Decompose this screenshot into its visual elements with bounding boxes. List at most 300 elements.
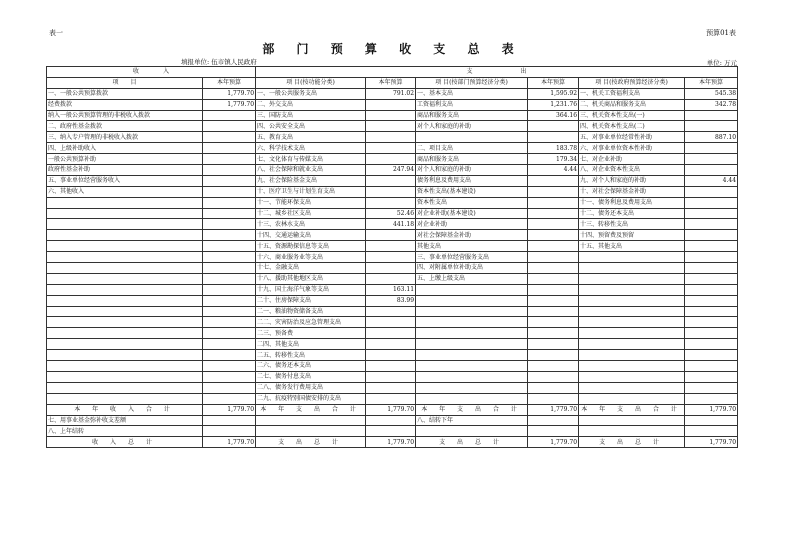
income-item-cell	[47, 273, 203, 284]
dept-budget-cell	[528, 328, 579, 339]
income-budget-cell	[203, 143, 256, 154]
gov-budget-cell	[685, 328, 738, 339]
expense-section-header: 支 出	[256, 67, 738, 78]
balance-row	[47, 415, 738, 426]
table-row	[47, 339, 738, 350]
dept-item-cell: 对个人和家庭的补助	[416, 165, 528, 176]
income-budget-cell	[203, 208, 256, 219]
income-budget-cell	[203, 175, 256, 186]
gov-item-cell	[579, 252, 685, 263]
func-item-cell: 十七、金融支出	[256, 263, 366, 274]
income-budget-cell	[203, 121, 256, 132]
gov-budget-cell	[685, 361, 738, 372]
func-budget-cell	[366, 306, 416, 317]
income-item-cell	[47, 241, 203, 252]
dept-budget-cell	[528, 197, 579, 208]
func-item-cell: 二一、粮油物资储备支出	[256, 306, 366, 317]
income-item-cell	[47, 208, 203, 219]
gov-item-cell: 六、对事业单位资本性补助	[579, 143, 685, 154]
income-budget-cell	[203, 284, 256, 295]
table-row	[47, 208, 738, 219]
gov-budget-cell	[685, 143, 738, 154]
gov-budget-cell	[685, 252, 738, 263]
income-budget-cell	[203, 186, 256, 197]
income-item-cell: 七、用事业基金弥补收支差额	[47, 415, 203, 426]
gov-item-cell	[579, 382, 685, 393]
func-budget-cell: 791.02	[366, 88, 416, 99]
gov-item-cell	[579, 284, 685, 295]
income-item-cell	[47, 350, 203, 361]
gov-item-cell: 五、对事业单位经常性补助	[579, 132, 685, 143]
dept-item-cell	[416, 393, 528, 404]
func-item-cell: 二九、抗疫特别国债安排的支出	[256, 393, 366, 404]
func-item-cell	[256, 415, 366, 426]
income-budget-cell	[203, 295, 256, 306]
table-row	[47, 361, 738, 372]
page-title: 部 门 预 算 收 支 总 表	[262, 42, 523, 56]
func-budget-cell	[366, 132, 416, 143]
dept-item-cell: 商品和服务支出	[416, 110, 528, 121]
gov-item-cell: 十一、债务利息及费用支出	[579, 197, 685, 208]
gov-budget-cell: 342.78	[685, 99, 738, 110]
income-budget-cell	[203, 219, 256, 230]
gov-item-cell: 十五、其他支出	[579, 241, 685, 252]
gov-budget-cell	[685, 306, 738, 317]
func-budget-cell	[366, 328, 416, 339]
func-budget-cell: 163.11	[366, 284, 416, 295]
income-budget-cell	[203, 273, 256, 284]
income-budget-cell	[203, 263, 256, 274]
income-budget-cell	[203, 426, 256, 437]
dept-budget-cell	[528, 219, 579, 230]
income-item-cell: 一、一般公共预算拨款	[47, 88, 203, 99]
dept-budget-cell	[528, 317, 579, 328]
dept-budget-cell	[528, 273, 579, 284]
table-row	[47, 175, 738, 186]
gov-item-cell	[579, 317, 685, 328]
func-budget-cell: 83.99	[366, 295, 416, 306]
func-item-cell: 八、社会保障和就业支出	[256, 165, 366, 176]
dept-item-cell: 资本性支出	[416, 197, 528, 208]
totals-all-row	[47, 437, 738, 448]
func-budget-cell	[366, 197, 416, 208]
dept-budget-cell	[528, 252, 579, 263]
table-row	[47, 219, 738, 230]
func-item-cell: 九、社会保险基金支出	[256, 175, 366, 186]
table-row	[47, 99, 738, 110]
func-budget-cell	[366, 252, 416, 263]
gov-item-cell: 七、对企业补助	[579, 154, 685, 165]
income-item-cell: 经费拨款	[47, 99, 203, 110]
income-item-cell	[47, 284, 203, 295]
dept-budget-cell	[528, 241, 579, 252]
dept-item-cell: 对企业补助	[416, 219, 528, 230]
dept-item-cell: 三、事业单位经营服务支出	[416, 252, 528, 263]
income-item-cell	[47, 230, 203, 241]
gov-budget-cell	[685, 426, 738, 437]
dept-budget-cell	[528, 339, 579, 350]
func-item-cell: 五、教育支出	[256, 132, 366, 143]
dept-item-cell: 二、项目支出	[416, 143, 528, 154]
func-item-cell: 十九、国土海洋气象等支出	[256, 284, 366, 295]
func-item-cell: 十、医疗卫生与计划生育支出	[256, 186, 366, 197]
gov-item-cell: 十、对社会保障基金补助	[579, 186, 685, 197]
col-header-budget: 本年预算	[685, 77, 738, 88]
dept-budget-cell	[528, 230, 579, 241]
table-row	[47, 295, 738, 306]
income-item-cell	[47, 295, 203, 306]
func-item-cell: 二四、其他支出	[256, 339, 366, 350]
dept-budget-cell	[528, 426, 579, 437]
table-row	[47, 186, 738, 197]
income-budget-cell	[203, 230, 256, 241]
dept-item-cell	[416, 295, 528, 306]
table-row	[47, 306, 738, 317]
col-header-budget: 本年预算	[203, 77, 256, 88]
func-budget-cell	[366, 263, 416, 274]
table-row	[47, 263, 738, 274]
dept-item-cell	[416, 132, 528, 143]
dept-item-cell: 对个人和家庭的补助	[416, 121, 528, 132]
income-item-cell	[47, 361, 203, 372]
gov-budget-cell	[685, 110, 738, 121]
dept-item-cell: 债务利息及费用支出	[416, 175, 528, 186]
func-budget-cell: 441.18	[366, 219, 416, 230]
income-item-cell	[47, 382, 203, 393]
gov-budget-cell	[685, 273, 738, 284]
gov-budget-cell: 1,779.70	[685, 437, 738, 448]
gov-item-cell: 十四、预留费及预留	[579, 230, 685, 241]
income-item-cell	[47, 252, 203, 263]
func-budget-cell	[366, 110, 416, 121]
gov-item-cell: 九、对个人和家庭的补助	[579, 175, 685, 186]
dept-budget-cell	[528, 350, 579, 361]
gov-budget-cell: 887.10	[685, 132, 738, 143]
gov-item-cell: 本 年 支 出 合 计	[579, 404, 685, 415]
income-item-cell: 六、其他收入	[47, 186, 203, 197]
func-item-cell: 二二、灾害防治及应急管理支出	[256, 317, 366, 328]
income-item-cell	[47, 306, 203, 317]
gov-budget-cell	[685, 339, 738, 350]
gov-item-cell	[579, 306, 685, 317]
func-item-cell: 十三、农林水支出	[256, 219, 366, 230]
income-budget-cell	[203, 328, 256, 339]
table-row	[47, 88, 738, 99]
dept-budget-cell	[528, 306, 579, 317]
func-item-cell: 支 出 总 计	[256, 437, 366, 448]
filler-unit: 填报单位: 伍市镇人民政府	[181, 58, 257, 66]
gov-budget-cell: 4.44	[685, 175, 738, 186]
income-budget-cell	[203, 165, 256, 176]
gov-budget-cell	[685, 371, 738, 382]
dept-item-cell	[416, 339, 528, 350]
income-item-cell: 二、政府性基金拨款	[47, 121, 203, 132]
dept-item-cell	[416, 328, 528, 339]
func-budget-cell	[366, 426, 416, 437]
func-budget-cell	[366, 99, 416, 110]
func-item-cell: 二、外交支出	[256, 99, 366, 110]
income-item-cell: 收 入 总 计	[47, 437, 203, 448]
dept-budget-cell	[528, 175, 579, 186]
dept-item-cell: 五、上缴上级支出	[416, 273, 528, 284]
income-budget-cell	[203, 252, 256, 263]
dept-item-cell	[416, 382, 528, 393]
func-budget-cell	[366, 241, 416, 252]
gov-budget-cell	[685, 263, 738, 274]
dept-item-cell: 本 年 支 出 合 计	[416, 404, 528, 415]
income-budget-cell	[203, 371, 256, 382]
func-budget-cell	[366, 121, 416, 132]
gov-item-cell	[579, 393, 685, 404]
gov-budget-cell	[685, 219, 738, 230]
gov-budget-cell	[685, 284, 738, 295]
dept-budget-cell: 183.78	[528, 143, 579, 154]
income-budget-cell	[203, 197, 256, 208]
table-row	[47, 382, 738, 393]
func-budget-cell	[366, 371, 416, 382]
income-item-cell	[47, 371, 203, 382]
gov-item-cell: 十二、债务还本支出	[579, 208, 685, 219]
table-row	[47, 165, 738, 176]
income-item-cell	[47, 393, 203, 404]
totals-year-row	[47, 404, 738, 415]
income-budget-cell: 1,779.70	[203, 99, 256, 110]
income-budget-cell: 1,779.70	[203, 88, 256, 99]
func-item-cell: 十一、节能环保支出	[256, 197, 366, 208]
table-row	[47, 143, 738, 154]
income-item-cell: 八、上年结转	[47, 426, 203, 437]
func-budget-cell: 1,779.70	[366, 437, 416, 448]
gov-budget-cell	[685, 230, 738, 241]
func-budget-cell	[366, 382, 416, 393]
income-item-cell: 五、事业单位经营服务收入	[47, 175, 203, 186]
gov-budget-cell	[685, 350, 738, 361]
func-item-cell: 三、国防支出	[256, 110, 366, 121]
gov-budget-cell	[685, 317, 738, 328]
table-row	[47, 252, 738, 263]
dept-item-cell	[416, 361, 528, 372]
income-budget-cell	[203, 241, 256, 252]
last-year-row	[47, 426, 738, 437]
gov-budget-cell: 545.38	[685, 88, 738, 99]
gov-item-cell: 八、对企业资本性支出	[579, 165, 685, 176]
func-budget-cell	[366, 317, 416, 328]
func-item-cell: 一、一般公共服务支出	[256, 88, 366, 99]
func-item-cell: 十四、交通运输支出	[256, 230, 366, 241]
dept-budget-cell: 1,779.70	[528, 404, 579, 415]
func-budget-cell	[366, 230, 416, 241]
income-budget-cell	[203, 306, 256, 317]
func-item-cell: 十八、援助其他地区支出	[256, 273, 366, 284]
func-budget-cell	[366, 350, 416, 361]
gov-item-cell	[579, 350, 685, 361]
table-row	[47, 284, 738, 295]
income-budget-cell: 1,779.70	[203, 404, 256, 415]
dept-item-cell	[416, 317, 528, 328]
dept-budget-cell	[528, 208, 579, 219]
func-item-cell: 十二、城乡社区支出	[256, 208, 366, 219]
gov-item-cell: 三、机关资本性支出(一)	[579, 110, 685, 121]
func-item-cell: 二五、转移性支出	[256, 350, 366, 361]
income-budget-cell	[203, 393, 256, 404]
gov-item-cell	[579, 339, 685, 350]
section-header-row	[47, 67, 738, 78]
income-item-cell: 政府性基金补助	[47, 165, 203, 176]
table-number-right: 预算01表	[706, 29, 736, 37]
gov-budget-cell	[685, 295, 738, 306]
dept-item-cell: 四、对附属单位补助支出	[416, 263, 528, 274]
dept-item-cell	[416, 284, 528, 295]
table-row	[47, 154, 738, 165]
income-item-cell: 三、纳入专户管理的非税收入拨款	[47, 132, 203, 143]
col-header-budget: 本年预算	[366, 77, 416, 88]
dept-item-cell	[416, 371, 528, 382]
func-item-cell: 四、公共安全支出	[256, 121, 366, 132]
func-budget-cell	[366, 175, 416, 186]
income-budget-cell: 1,779.70	[203, 437, 256, 448]
gov-budget-cell	[685, 241, 738, 252]
budget-summary-table	[46, 66, 738, 448]
dept-budget-cell	[528, 295, 579, 306]
money-unit: 单位: 万元	[706, 59, 737, 67]
table-row	[47, 317, 738, 328]
dept-budget-cell	[528, 284, 579, 295]
gov-item-cell	[579, 295, 685, 306]
dept-budget-cell: 364.16	[528, 110, 579, 121]
gov-item-cell: 一、机关工资福利支出	[579, 88, 685, 99]
income-item-cell: 四、上级补助收入	[47, 143, 203, 154]
table-row	[47, 273, 738, 284]
dept-item-cell: 支 出 总 计	[416, 437, 528, 448]
gov-budget-cell	[685, 415, 738, 426]
dept-budget-cell	[528, 371, 579, 382]
table-row	[47, 110, 738, 121]
gov-budget-cell	[685, 186, 738, 197]
col-header-gov: 项 目(按政府预算经济分类)	[579, 77, 685, 88]
income-item-cell	[47, 317, 203, 328]
table-row	[47, 393, 738, 404]
func-budget-cell	[366, 186, 416, 197]
func-budget-cell: 52.46	[366, 208, 416, 219]
income-item-cell: 纳入一般公共预算管理的非税收入拨款	[47, 110, 203, 121]
income-item-cell	[47, 263, 203, 274]
gov-item-cell	[579, 426, 685, 437]
dept-budget-cell	[528, 121, 579, 132]
table-row	[47, 197, 738, 208]
func-budget-cell	[366, 273, 416, 284]
table-row	[47, 350, 738, 361]
gov-item-cell: 四、机关资本性支出(二)	[579, 121, 685, 132]
func-item-cell: 二七、债务付息支出	[256, 371, 366, 382]
gov-item-cell: 十三、转移性支出	[579, 219, 685, 230]
func-budget-cell: 1,779.70	[366, 404, 416, 415]
dept-item-cell	[416, 426, 528, 437]
gov-item-cell	[579, 371, 685, 382]
income-section-header: 收 入	[47, 67, 256, 78]
func-item-cell: 十六、商业服务业等支出	[256, 252, 366, 263]
dept-budget-cell: 1,779.70	[528, 437, 579, 448]
gov-budget-cell	[685, 393, 738, 404]
dept-item-cell	[416, 350, 528, 361]
dept-item-cell: 一、基本支出	[416, 88, 528, 99]
dept-budget-cell	[528, 361, 579, 372]
dept-budget-cell	[528, 186, 579, 197]
income-item-cell	[47, 197, 203, 208]
func-item-cell: 本 年 支 出 合 计	[256, 404, 366, 415]
dept-budget-cell: 1,231.76	[528, 99, 579, 110]
func-item-cell: 十五、资源勘探信息等支出	[256, 241, 366, 252]
table-row	[47, 371, 738, 382]
gov-item-cell	[579, 263, 685, 274]
gov-item-cell	[579, 415, 685, 426]
dept-budget-cell	[528, 415, 579, 426]
col-header-dept: 项 目(按部门预算经济分类)	[416, 77, 528, 88]
income-item-cell: 本 年 收 入 合 计	[47, 404, 203, 415]
income-item-cell	[47, 328, 203, 339]
gov-budget-cell	[685, 154, 738, 165]
gov-budget-cell	[685, 165, 738, 176]
dept-budget-cell: 1,595.92	[528, 88, 579, 99]
func-item-cell	[256, 426, 366, 437]
table-number-left: 表一	[49, 29, 63, 37]
table-row	[47, 132, 738, 143]
col-header-item: 项 目	[47, 77, 203, 88]
func-item-cell: 二十、住房保障支出	[256, 295, 366, 306]
func-item-cell: 二三、预备费	[256, 328, 366, 339]
dept-budget-cell	[528, 263, 579, 274]
func-budget-cell	[366, 393, 416, 404]
income-budget-cell	[203, 154, 256, 165]
func-budget-cell	[366, 361, 416, 372]
income-budget-cell	[203, 339, 256, 350]
func-budget-cell	[366, 339, 416, 350]
income-budget-cell	[203, 361, 256, 372]
dept-budget-cell: 4.44	[528, 165, 579, 176]
gov-budget-cell	[685, 382, 738, 393]
income-item-cell	[47, 219, 203, 230]
dept-item-cell: 工资福利支出	[416, 99, 528, 110]
table-row	[47, 241, 738, 252]
func-item-cell: 二六、债务还本支出	[256, 361, 366, 372]
col-header-func: 项 目(按功能分类)	[256, 77, 366, 88]
income-budget-cell	[203, 382, 256, 393]
table-row	[47, 328, 738, 339]
dept-budget-cell	[528, 393, 579, 404]
gov-item-cell	[579, 273, 685, 284]
gov-item-cell: 支 出 总 计	[579, 437, 685, 448]
income-budget-cell	[203, 350, 256, 361]
dept-item-cell: 对企业补助(基本建设)	[416, 208, 528, 219]
gov-budget-cell	[685, 208, 738, 219]
income-item-cell: 一般公共预算补助	[47, 154, 203, 165]
gov-item-cell	[579, 361, 685, 372]
col-header-budget: 本年预算	[528, 77, 579, 88]
dept-item-cell: 资本性支出(基本建设)	[416, 186, 528, 197]
dept-item-cell	[416, 306, 528, 317]
dept-item-cell: 对社会保障基金补助	[416, 230, 528, 241]
income-budget-cell	[203, 415, 256, 426]
gov-item-cell: 二、机关商品和服务支出	[579, 99, 685, 110]
dept-budget-cell: 179.34	[528, 154, 579, 165]
column-header-row	[47, 77, 738, 88]
dept-item-cell: 其他支出	[416, 241, 528, 252]
gov-budget-cell	[685, 121, 738, 132]
gov-item-cell	[579, 328, 685, 339]
dept-budget-cell	[528, 382, 579, 393]
dept-item-cell: 商品和服务支出	[416, 154, 528, 165]
dept-item-cell: 八、结转下年	[416, 415, 528, 426]
income-budget-cell	[203, 317, 256, 328]
